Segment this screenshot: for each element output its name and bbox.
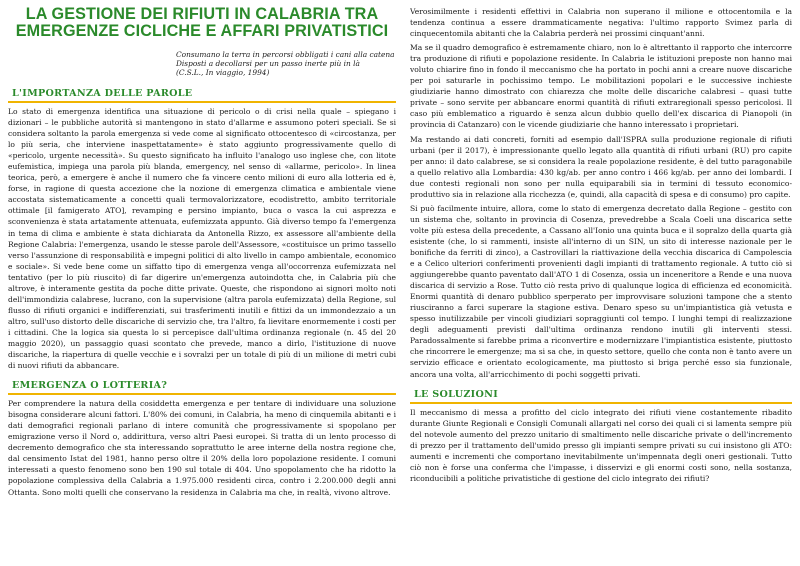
paragraph: Ma restando ai dati concreti, forniti ad esempio dall'ISPRA sulla produzione regionale di rifiuti urbani (per il 2017), è impressionante quello legato alla quantità di rifiuti urbani (RU) pro capite per anno: il dato calabrese, se si considera la reale popolazione residente, è del tutto paragonabile a quello relativo alla Lombardia: 430 kg/ab. per anno contro i 466 kg/ab. per anno dei lombardi. I due contesti regionali non sono per nulla equiparabili sia in termini di tessuto economico-produttivo sia in relazione alla ricchezza (e, quindi, alla capacità di spesa e di consumo) pro capite. bbox=[410, 134, 792, 199]
section-heading-soluzioni: LE SOLUZIONI bbox=[410, 388, 792, 404]
paragraph: Lo stato di emergenza identifica una situazione di pericolo o di crisi nella quale – spiegano i dizionari – le pubbliche autorità si mantengono in stato d'allarme e assumono poteri speciali. Se si considera soltanto la parola emergenza si vede come al significato ottocentesco di «circostanza, per lo più seria, che interviene inaspettatamente» è stato aggiunto progressivamente quello di «pericolo, urgente necessità». Su questo significato ha influito l'analogo uso inglese che, con litote eufemistica, impiega una parola più blanda, emergency, nel senso di «allarme, pericolo». In linea teorica, però, a emergere è anche il numero che fa vincere cento milioni di euro alla lotteria ed è, forse, in ragione di questa accezione che la nozione di emergenza climatica e ambientale viene accostata sistematicamente a concetti quali termovalorizzatore, ecodistretto, ambito territoriale ottimale [il famigerato ATO], revamping e persino impianto, buca o vasca la cui asprezza e sconvenienza è stata artatamente attenuata, eufemizzata appunto. Già diverso tempo fa l'emergenza in tema di clima e ambiente è stata dichiarata da Antonella Rizzo, ex assessore all'ambiente della Regione Calabria: l'emergenza, usando le stesse parole dell'Assessore, «costituisce un primo tassello verso l'assunzione di responsabilità e impegni politici di alto livello in campo ambientale, economico e sociale». Si vede bene come un siffatto tipo di emergenza venga all'occorrenza eufemizzata nel tentativo (per lo più riuscito) di far digerire un'emergenza autoindotta che, in Calabria più che altrove, è interamente gestita da poche ditte private. Queste, che rispondono ai signori molto noti dell'immondizia calabrese, lucrano, con la supervisione (altra parola eufemizzata) della Regione, sul flusso di rifiuti organici e indifferenziati, sui trasferimenti inutili e fittizi da un immondezzaio a un altro, sull'uso distorto delle discariche di servizio che, tra l'altro, fa lievitare enormemente i costi per i cittadini. Che la logica sia questa lo si percepisce dall'ultima ordinanza regionale (n. 45 del 20 maggio 2020), un passaggio quasi scontato che prevede, manco a dirlo, l'istituzione di nuove discariche, la riapertura di quelle vecchie e i sovralzi per un totale di più di un milione di metri cubi di nuovi rifiuti da abbancare. bbox=[8, 107, 396, 371]
paragraph: Verosimilmente i residenti effettivi in Calabria non superano il milione e ottocentomila e la tendenza continua a essere drammaticamente negativa: l'ultimo rapporto Svimez parla di cinquecentomila abitanti che la Calabria perderà nei prossimi cinquant'anni. bbox=[410, 7, 792, 39]
epigraph-line: Consumano la terra in percorsi obbligati i cani alla catena bbox=[176, 50, 395, 59]
paragraph: Ma se il quadro demografico è estremamente chiaro, non lo è altrettanto il rapporto che intercorre tra produzione di rifiuti e popolazione residente. In Calabria le istituzioni preposte non hanno mai voluto chiarire fino in fondo il meccanismo che ha portato in pochi anni a creare nuove discariche per poi saturarle in pochissimo tempo. Le mobilitazioni popolari e le successive inchieste giudiziarie hanno dimostrato con chiarezza che molte delle discariche calabresi – quasi tutte private – sono servite per abbancare enormi quantità di rifiuti extraregionali spesso pericolosi. Il caso più emblematico a riguardo è senza alcun dubbio quello dell'ex discarica di Pianopoli (in provincia di Catanzaro) con le vicende giudiziarie che hanno interessato i proprietari. bbox=[410, 43, 792, 130]
epigraph-line: Disposti a decollarsi per un passo inerte più in là bbox=[176, 59, 360, 68]
epigraph bbox=[176, 50, 396, 77]
paragraph: Per comprendere la natura della cosiddetta emergenza e per tentare di individuare una soluzione bisogna considerare alcuni fattori. L'80% dei comuni, in Calabria, ha meno di cinquemila abitanti e i dati demografici regionali parlano di intere comunità che progressivamente si spopolano per emigrazione verso il Nord o, addirittura, verso altri Paesi europei. Si tratta di un lento processo di decremento demografico che sta interessando soprattutto le aree interne della nostra regione che, dal censimento Istat del 1981, hanno perso oltre il 20% della loro popolazione residente. I comuni interessati a questo fenomeno sono ben 190 sul totale di 404. Uno spopolamento che ha ridotto la popolazione complessiva della Calabria a 1.975.000 residenti circa, contro i 2.200.000 degli anni Ottanta. Sono molti quelli che conservano la residenza in Calabria ma che, in realtà, vivono altrove. bbox=[8, 399, 396, 497]
right-column bbox=[410, 6, 792, 562]
epigraph-citation: (C.S.L., In viaggio, 1994) bbox=[176, 68, 270, 77]
article-title: LA GESTIONE DEI RIFIUTI IN CALABRIA TRA EMERGENZE CICLICHE E AFFARI PRIVATISTICI bbox=[15, 6, 389, 40]
paragraph: Il meccanismo di messa a profitto del ciclo integrato dei rifiuti viene costantemente ribadito durante Giunte Regionali e Consigli Comunali allargati nel corso dei quali ci si lamenta sempre più del notevole aumento del prezzo unitario di smaltimento nelle discariche private o dell'incremento di prezzo per il trattamento dell'umido presso gli impianti sempre privati su cui insistono gli ATO: aumenti e incrementi che comportano inevitabilmente un'impennata degli oneri gestionali. Tutto ciò non è forse una conferma che l'impasse, i disservizi e gli enormi costi sono, nella sostanza, riconducibili a politiche privatistiche di gestione del ciclo integrato dei rifiuti? bbox=[410, 407, 792, 483]
section-heading-importanza: L'IMPORTANZA DELLE PAROLE bbox=[8, 87, 396, 103]
left-column bbox=[8, 6, 396, 562]
section-heading-emergenza: EMERGENZA O LOTTERIA? bbox=[8, 379, 396, 395]
paragraph: Si può facilmente intuire, allora, come lo stato di emergenza decretato dalla Regione – gestito con un sistema che, soltanto in provincia di Cosenza, prevedrebbe a Scala Coeli una discarica sette volte più estesa della precedente, a Cassano all'Ionio una quinta buca e il sopralzo della quarta già esistente (che, lo si rammenti, insiste all'interno di un SIN, un sito di interesse nazionale per le bonifiche da ferriti di zinco), a Castrovillari la riattivazione della vecchia discarica di Campolescia e a Celico ulteriori conferimenti provenienti dagli impianti di trattamento regionale. A tutto ciò si aggiungerebbe quanto paventato dall'ATO 1 di Cosenza, ossia un inceneritore a Rende e una nuova discarica di servizio a Rose. Tutto ciò resta privo di qualunque logica di efficienza ed economicità. Enormi quantità di denaro pubblico sperperato per improvvisare soluzioni tampone che a stento riusciranno a farci superare la stagione estiva. Denaro speso su un'impiantistica già vetusta e spesso inutilizzabile per vincoli giudiziari sopraggiunti col tempo. I lunghi tempi di realizzazione degli adeguamenti previsti dall'ultima ordinanza rendono inutili gli interventi stessi. Paradossalmente si farebbe prima a riconvertire e modernizzare l'impiantistica esistente, piuttosto che rincorrere le emergenze; ma si sa che, in questo settore, quello che conta non è tanto avere un servizio efficace e orientato ecologicamente, ma piuttosto si briga perché esso sia funzionale, ancora una volta, all'arricchimento di pochi soggetti privati. bbox=[410, 203, 792, 379]
